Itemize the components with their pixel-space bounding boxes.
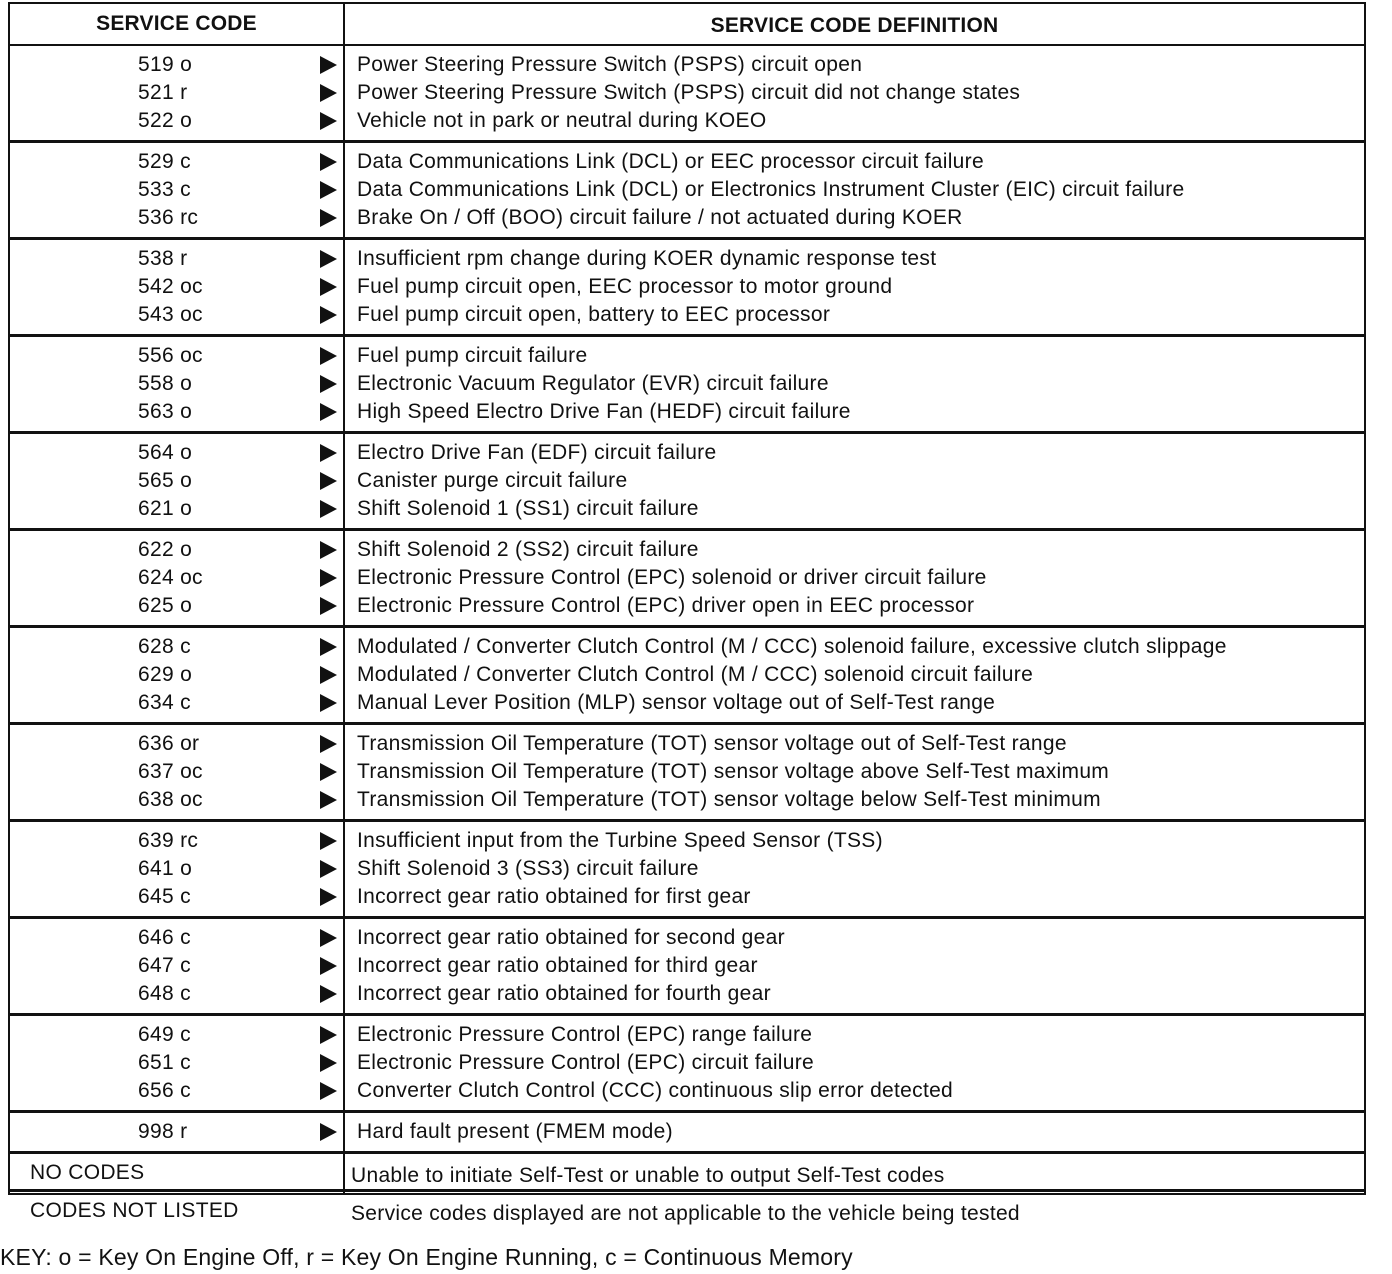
service-code-definition: Shift Solenoid 3 (SS3) circuit failure (357, 857, 699, 880)
table-row (10, 827, 1364, 855)
service-code-definition: Electronic Pressure Control (EPC) circuit failure (357, 1051, 815, 1074)
table-row (10, 176, 1364, 204)
service-code: 543 oc (138, 303, 203, 326)
play-arrow-icon (320, 112, 337, 130)
table-row (10, 245, 1364, 273)
table-row (10, 924, 1364, 952)
table-row (10, 398, 1364, 426)
table-row (10, 536, 1364, 564)
service-code-definition: Incorrect gear ratio obtained for third gear (357, 954, 758, 977)
special-row-definition: Service codes displayed are not applicable to the vehicle being tested (351, 1202, 1020, 1225)
play-arrow-icon (320, 694, 337, 712)
service-code: 639 rc (138, 829, 199, 852)
play-arrow-icon (320, 181, 337, 199)
service-code-definition: Electronic Pressure Control (EPC) driver open in EEC processor (357, 594, 975, 617)
service-code-definition: Data Communications Link (DCL) or Electronics Instrument Cluster (EIC) circuit failure (357, 178, 1185, 201)
service-code: 521 r (138, 81, 188, 104)
play-arrow-icon (320, 347, 337, 365)
play-arrow-icon (320, 597, 337, 615)
service-code: 649 c (138, 1023, 191, 1046)
table-row (10, 1021, 1364, 1049)
service-code: 621 o (138, 497, 193, 520)
service-code-definition: Insufficient rpm change during KOER dynamic response test (357, 247, 937, 270)
service-code: 646 c (138, 926, 191, 949)
play-arrow-icon (320, 832, 337, 850)
service-code: 647 c (138, 954, 191, 977)
table-row (10, 730, 1364, 758)
service-code-definition: Transmission Oil Temperature (TOT) sensor voltage below Self-Test minimum (357, 788, 1101, 811)
play-arrow-icon (320, 888, 337, 906)
service-code-table (8, 2, 1366, 1225)
service-code: 558 o (138, 372, 193, 395)
service-code-definition: Transmission Oil Temperature (TOT) sensor voltage out of Self-Test range (357, 732, 1067, 755)
table-row (10, 1118, 1364, 1146)
service-code: 628 c (138, 635, 191, 658)
service-code-definition: Electronic Pressure Control (EPC) solenoid or driver circuit failure (357, 566, 987, 589)
service-code-definition: Electro Drive Fan (EDF) circuit failure (357, 441, 717, 464)
play-arrow-icon (320, 791, 337, 809)
service-code: 625 o (138, 594, 193, 617)
table-row (10, 855, 1364, 883)
play-arrow-icon (320, 666, 337, 684)
table-row (10, 689, 1364, 717)
table-row (10, 273, 1364, 301)
service-code-definition: Electronic Pressure Control (EPC) range failure (357, 1023, 813, 1046)
service-code: 651 c (138, 1051, 191, 1074)
service-code: 622 o (138, 538, 193, 561)
service-code: 565 o (138, 469, 193, 492)
code-group (10, 822, 1364, 919)
service-code-definition: Power Steering Pressure Switch (PSPS) circuit open (357, 53, 863, 76)
service-code: 656 c (138, 1079, 191, 1102)
service-code-definition: Shift Solenoid 1 (SS1) circuit failure (357, 497, 699, 520)
service-code-definition: Fuel pump circuit open, EEC processor to motor ground (357, 275, 893, 298)
service-code-definition: Fuel pump circuit failure (357, 344, 588, 367)
service-code-definition: Electronic Vacuum Regulator (EVR) circuit failure (357, 372, 829, 395)
play-arrow-icon (320, 209, 337, 227)
code-group (10, 531, 1364, 628)
play-arrow-icon (320, 929, 337, 947)
play-arrow-icon (320, 1054, 337, 1072)
table-row (10, 51, 1364, 79)
code-group (10, 1113, 1364, 1154)
service-code: 998 r (138, 1120, 188, 1143)
code-group (10, 919, 1364, 1016)
service-code: 624 oc (138, 566, 203, 589)
play-arrow-icon (320, 375, 337, 393)
service-code: 645 c (138, 885, 191, 908)
table-row (10, 952, 1364, 980)
special-row-label: NO CODES (30, 1161, 145, 1184)
service-code: 636 or (138, 732, 200, 755)
play-arrow-icon (320, 763, 337, 781)
service-code-definition: Vehicle not in park or neutral during KOEO (357, 109, 767, 132)
table-row (10, 495, 1364, 523)
table-row (10, 79, 1364, 107)
service-code-definition: Transmission Oil Temperature (TOT) sensor voltage above Self-Test maximum (357, 760, 1110, 783)
header-service-code: SERVICE CODE (96, 12, 257, 35)
table-row (10, 564, 1364, 592)
code-group (10, 628, 1364, 725)
code-group (10, 143, 1364, 240)
code-group (10, 434, 1364, 531)
service-code: 522 o (138, 109, 193, 132)
service-code: 629 o (138, 663, 193, 686)
play-arrow-icon (320, 278, 337, 296)
play-arrow-icon (320, 860, 337, 878)
service-code-definition: Manual Lever Position (MLP) sensor voltage out of Self-Test range (357, 691, 996, 714)
table-row (10, 148, 1364, 176)
play-arrow-icon (320, 306, 337, 324)
table-row (10, 301, 1364, 329)
code-group (10, 1016, 1364, 1113)
code-group (10, 725, 1364, 822)
play-arrow-icon (320, 957, 337, 975)
table-row (10, 204, 1364, 232)
service-code: 564 o (138, 441, 193, 464)
table-row (10, 342, 1364, 370)
table-row (10, 661, 1364, 689)
table-row (10, 467, 1364, 495)
play-arrow-icon (320, 1123, 337, 1141)
service-code: 538 r (138, 247, 188, 270)
play-arrow-icon (320, 84, 337, 102)
table-row (10, 1049, 1364, 1077)
play-arrow-icon (320, 500, 337, 518)
play-arrow-icon (320, 638, 337, 656)
table-row (10, 370, 1364, 398)
play-arrow-icon (320, 153, 337, 171)
special-row-label: CODES NOT LISTED (30, 1199, 239, 1222)
play-arrow-icon (320, 1082, 337, 1100)
code-group (10, 240, 1364, 337)
table-row (10, 980, 1364, 1008)
service-code-definition: High Speed Electro Drive Fan (HEDF) circuit failure (357, 400, 851, 423)
code-group (10, 46, 1364, 143)
table-row (10, 633, 1364, 661)
service-code: 638 oc (138, 788, 203, 811)
column-divider (343, 4, 345, 1193)
special-row (10, 1192, 1364, 1230)
service-code: 519 o (138, 53, 193, 76)
service-code-definition: Incorrect gear ratio obtained for second gear (357, 926, 785, 949)
service-code: 533 c (138, 178, 191, 201)
table-row (10, 1077, 1364, 1105)
table-row (10, 439, 1364, 467)
service-code-definition: Power Steering Pressure Switch (PSPS) circuit did not change states (357, 81, 1021, 104)
service-code: 536 rc (138, 206, 199, 229)
legend-key: KEY: o = Key On Engine Off, r = Key On Engine Running, c = Continuous Memory (0, 1244, 853, 1270)
service-code: 542 oc (138, 275, 203, 298)
table-row (10, 107, 1364, 135)
service-code-definition: Shift Solenoid 2 (SS2) circuit failure (357, 538, 699, 561)
service-code: 648 c (138, 982, 191, 1005)
service-code: 637 oc (138, 760, 203, 783)
table-header (10, 4, 1364, 46)
service-code: 641 o (138, 857, 193, 880)
play-arrow-icon (320, 985, 337, 1003)
table-row (10, 883, 1364, 911)
play-arrow-icon (320, 1026, 337, 1044)
table-row (10, 786, 1364, 814)
service-code-definition: Brake On / Off (BOO) circuit failure / not actuated during KOER (357, 206, 963, 229)
play-arrow-icon (320, 569, 337, 587)
service-code-definition: Modulated / Converter Clutch Control (M / CCC) solenoid circuit failure (357, 663, 1034, 686)
code-group (10, 337, 1364, 434)
service-code-definition: Fuel pump circuit open, battery to EEC processor (357, 303, 831, 326)
header-service-code-definition: SERVICE CODE DEFINITION (710, 14, 999, 37)
service-code: 529 c (138, 150, 191, 173)
service-code: 563 o (138, 400, 193, 423)
service-code: 556 oc (138, 344, 203, 367)
service-code-definition: Insufficient input from the Turbine Speed Sensor (TSS) (357, 829, 883, 852)
special-row-definition: Unable to initiate Self-Test or unable to output Self-Test codes (351, 1164, 945, 1187)
service-code-definition: Incorrect gear ratio obtained for fourth gear (357, 982, 771, 1005)
play-arrow-icon (320, 472, 337, 490)
service-code: 634 c (138, 691, 191, 714)
service-code-definition: Hard fault present (FMEM mode) (357, 1120, 673, 1143)
service-code-definition: Data Communications Link (DCL) or EEC processor circuit failure (357, 150, 984, 173)
play-arrow-icon (320, 403, 337, 421)
play-arrow-icon (320, 250, 337, 268)
table-row (10, 758, 1364, 786)
service-code-definition: Modulated / Converter Clutch Control (M / CCC) solenoid failure, excessive clutch slippage (357, 635, 1227, 658)
play-arrow-icon (320, 541, 337, 559)
play-arrow-icon (320, 444, 337, 462)
service-code-definition: Incorrect gear ratio obtained for first gear (357, 885, 751, 908)
play-arrow-icon (320, 735, 337, 753)
special-row (10, 1154, 1364, 1192)
service-code-definition: Canister purge circuit failure (357, 469, 628, 492)
table-row (10, 592, 1364, 620)
play-arrow-icon (320, 56, 337, 74)
service-code-definition: Converter Clutch Control (CCC) continuous slip error detected (357, 1079, 954, 1102)
